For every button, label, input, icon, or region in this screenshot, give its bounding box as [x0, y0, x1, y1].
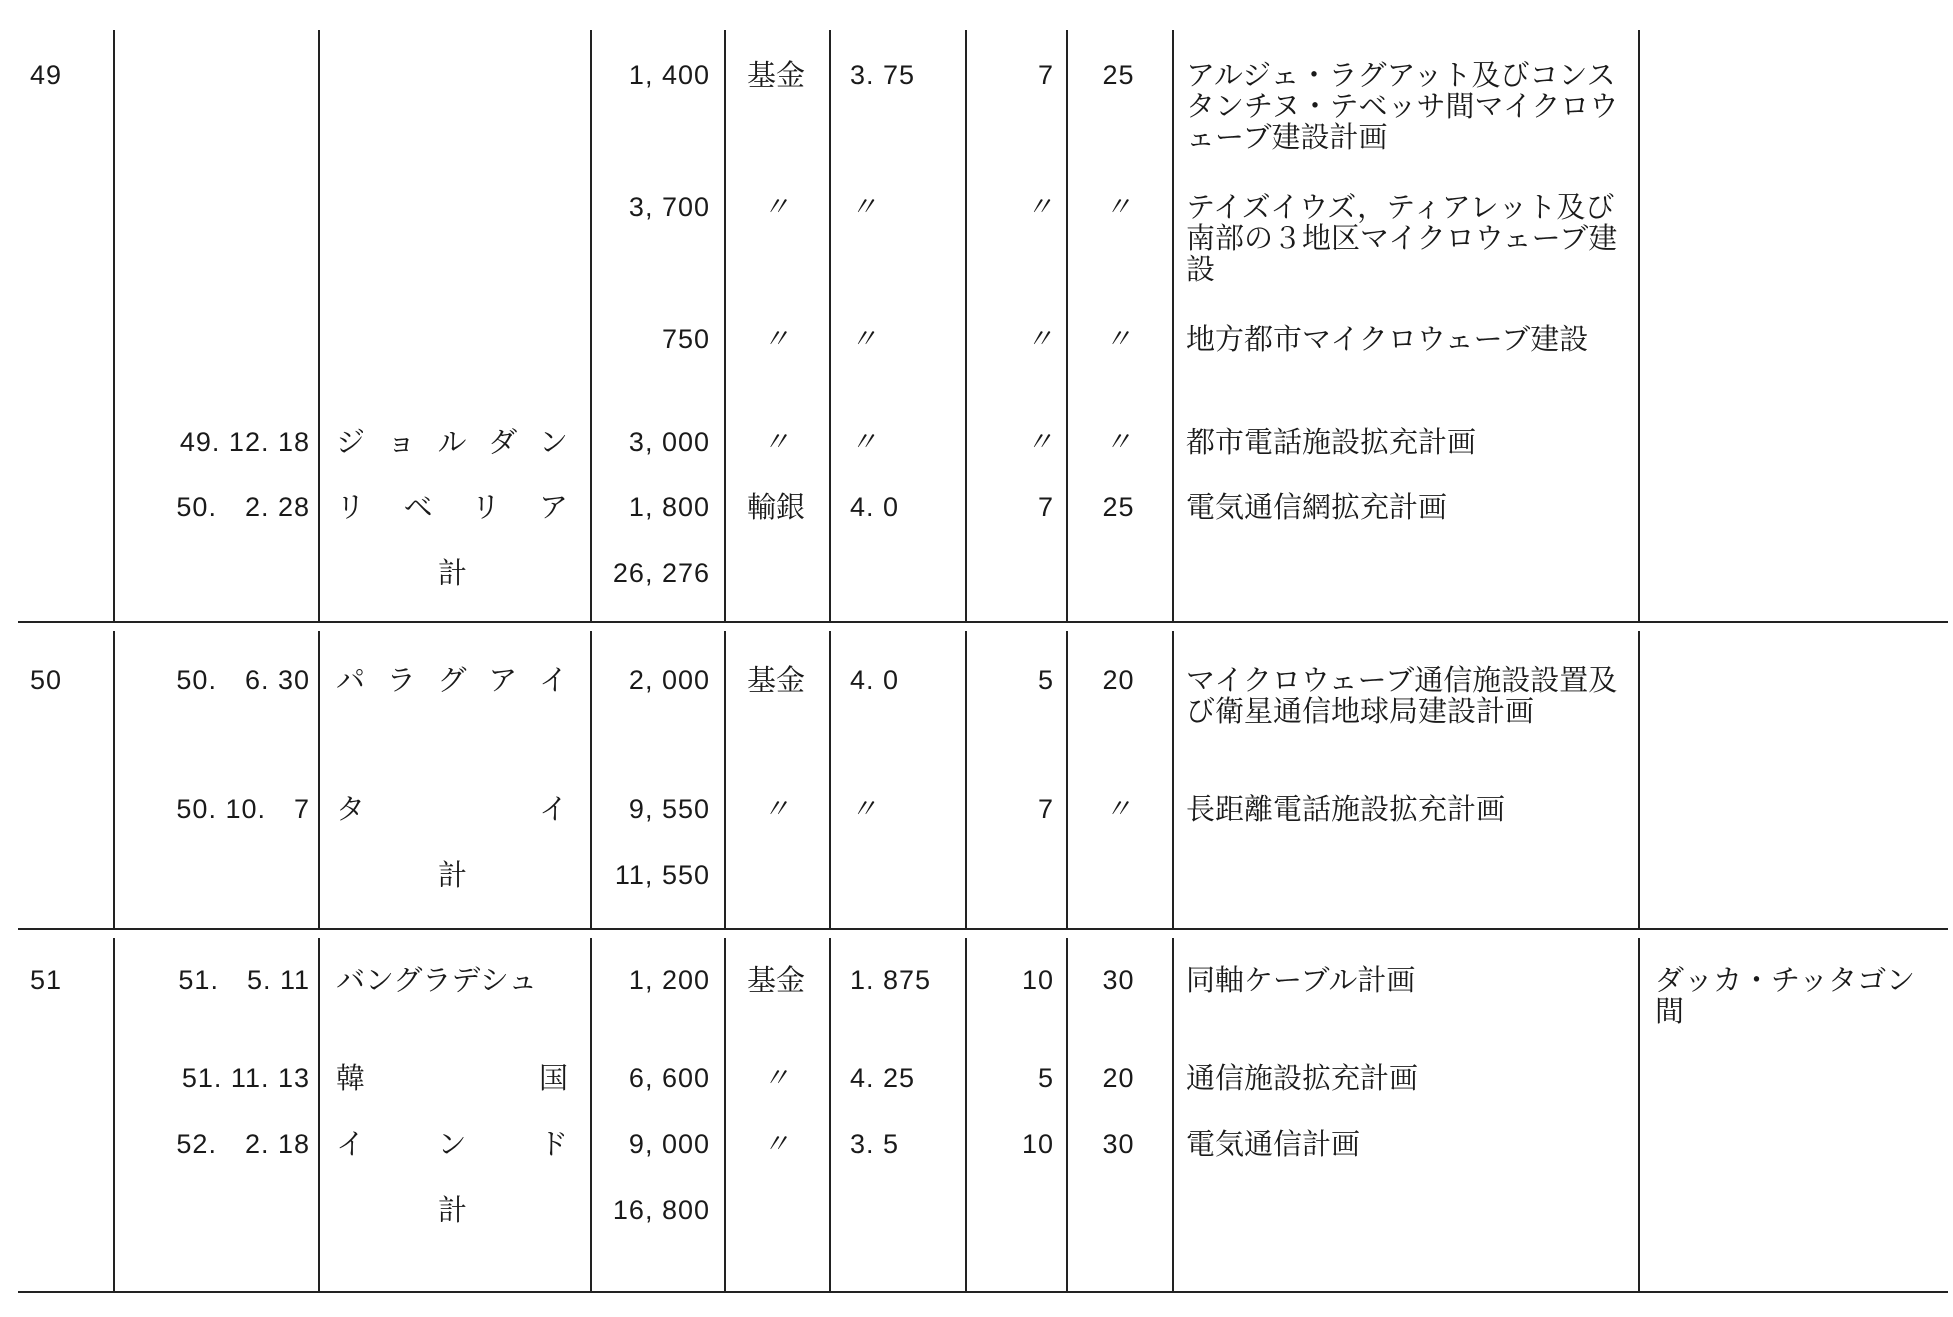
interest-rate: 1. 875 [850, 965, 932, 995]
remarks: ダッカ・チッタゴン間 [1655, 963, 1916, 1028]
interest-rate: 4. 25 [850, 1063, 916, 1093]
column-rule [113, 30, 115, 621]
repayment-period: 〃 [1104, 324, 1133, 355]
column-rule [1638, 938, 1640, 1291]
country-char: 韓 [336, 1061, 366, 1095]
column-rule [1172, 938, 1174, 1291]
loan-amount: 9, 550 [628, 794, 710, 824]
repayment-period: 20 [1102, 665, 1135, 695]
project-purpose: 通信施設拡充計画 [1186, 1061, 1419, 1095]
funding-source: 〃 [762, 794, 790, 825]
interest-rate: 〃 [850, 427, 878, 458]
project-purpose: アルジェ・ラグアット及びコンスタンチヌ・テベッサ間マイクロウェーブ建設計画 [1186, 58, 1619, 154]
fiscal-year: 50 [30, 665, 63, 695]
country-char: ア [538, 490, 568, 524]
column-rule [318, 631, 320, 928]
repayment-period: 30 [1102, 1129, 1135, 1159]
subtotal-label: 計 [438, 858, 468, 892]
contract-date: 50. 6. 30 [176, 665, 310, 695]
recipient-country [336, 965, 568, 996]
repayment-period: 〃 [1104, 794, 1133, 825]
country-char: グ [437, 663, 467, 697]
column-rule [965, 30, 967, 621]
funding-source: 〃 [762, 1129, 790, 1160]
column-rule [965, 938, 967, 1291]
loan-amount: 750 [661, 324, 710, 354]
loan-amount: 1, 800 [628, 492, 710, 522]
grace-period: 〃 [1026, 427, 1054, 458]
country-char: 国 [538, 1061, 568, 1095]
contract-date: 49. 12. 18 [179, 427, 310, 457]
project-purpose: テイズイウズ，ティアレット及び南部の３地区マイクロウェーブ建設 [1186, 190, 1618, 286]
column-rule [113, 938, 115, 1291]
recipient-country [336, 1129, 568, 1160]
repayment-period: 30 [1102, 965, 1135, 995]
funding-source: 基金 [746, 963, 805, 997]
column-rule [829, 938, 831, 1291]
repayment-period: 25 [1102, 492, 1135, 522]
subtotal-amount: 16, 800 [612, 1195, 710, 1225]
country-char: リ [336, 490, 366, 524]
subtotal-amount: 26, 276 [612, 558, 710, 588]
fiscal-year: 49 [30, 60, 63, 90]
funding-source: 基金 [746, 663, 805, 697]
subtotal-label: 計 [438, 1193, 468, 1227]
grace-period: 5 [1037, 665, 1054, 695]
column-rule [1172, 30, 1174, 621]
recipient-country [336, 794, 568, 825]
grace-period: 〃 [1026, 324, 1054, 355]
interest-rate: 3. 75 [850, 60, 916, 90]
funding-source: 〃 [762, 427, 790, 458]
grace-period: 5 [1037, 1063, 1054, 1093]
subtotal-amount: 11, 550 [614, 860, 710, 890]
project-purpose: 電気通信網拡充計画 [1186, 490, 1448, 524]
country-char: ダ [488, 425, 518, 459]
project-purpose: 都市電話施設拡充計画 [1186, 425, 1477, 459]
contract-date: 51. 5. 11 [178, 965, 310, 995]
project-purpose: 同軸ケーブル計画 [1186, 963, 1416, 997]
loan-amount: 2, 000 [628, 665, 710, 695]
country-char: ル [437, 425, 467, 459]
project-purpose: 地方都市マイクロウェーブ建設 [1186, 322, 1589, 356]
project-purpose: 電気通信計画 [1186, 1127, 1361, 1161]
table-bottom-rule [18, 1291, 1948, 1293]
country-char: パ [336, 663, 366, 697]
project-purpose: 長距離電話施設拡充計画 [1186, 792, 1506, 826]
column-rule [1638, 631, 1640, 928]
column-rule [113, 631, 115, 928]
group-separator [18, 928, 1948, 930]
subtotal-label: 計 [438, 556, 468, 590]
repayment-period: 25 [1102, 60, 1135, 90]
country-char: リ [471, 490, 501, 524]
column-rule [965, 631, 967, 928]
column-rule [829, 631, 831, 928]
interest-rate: 4. 0 [850, 665, 900, 695]
funding-source: 基金 [746, 58, 805, 92]
funding-source: 〃 [762, 324, 790, 355]
country-char: ラ [386, 663, 416, 697]
repayment-period: 〃 [1104, 427, 1133, 458]
contract-date: 50. 2. 28 [176, 492, 310, 522]
interest-rate: 〃 [850, 794, 878, 825]
recipient-country [336, 665, 568, 696]
contract-date: 52. 2. 18 [176, 1129, 310, 1159]
repayment-period: 20 [1102, 1063, 1135, 1093]
interest-rate: 〃 [850, 192, 878, 223]
repayment-period: 〃 [1104, 192, 1133, 223]
funding-source: 〃 [762, 1063, 790, 1094]
group-separator [18, 621, 1948, 623]
grace-period: 10 [1021, 965, 1054, 995]
column-rule [318, 938, 320, 1291]
contract-date: 51. 11. 13 [181, 1063, 310, 1093]
country-char: ン [538, 425, 568, 459]
loan-amount: 9, 000 [628, 1129, 710, 1159]
country-char: イ [538, 792, 568, 826]
fiscal-year: 51 [30, 965, 63, 995]
country-char: ン [437, 1127, 467, 1161]
country-char: イ [538, 663, 568, 697]
column-rule [1638, 30, 1640, 621]
interest-rate: 〃 [850, 324, 878, 355]
funding-source: 輸銀 [746, 490, 805, 524]
funding-source: 〃 [762, 192, 790, 223]
country-char: ベ [403, 490, 433, 524]
loan-amount: 1, 400 [628, 60, 710, 90]
column-rule [318, 30, 320, 621]
country-char: ョ [386, 425, 416, 459]
grace-period: 7 [1037, 60, 1054, 90]
grace-period: 10 [1021, 1129, 1054, 1159]
grace-period: 〃 [1026, 192, 1054, 223]
country-char: ア [488, 663, 518, 697]
interest-rate: 4. 0 [850, 492, 900, 522]
column-rule [1172, 631, 1174, 928]
loan-amount: 1, 200 [628, 965, 710, 995]
country-char: ド [538, 1127, 568, 1161]
recipient-country [336, 492, 568, 523]
contract-date: 50. 10. 7 [176, 794, 310, 824]
country-char: イ [336, 1127, 366, 1161]
loan-amount: 3, 700 [628, 192, 710, 222]
project-purpose: マイクロウェーブ通信施設設置及び衛星通信地球局建設計画 [1186, 663, 1618, 728]
recipient-country [336, 1063, 568, 1094]
recipient-country [336, 427, 568, 458]
loan-amount: 6, 600 [628, 1063, 710, 1093]
column-rule [829, 30, 831, 621]
loan-amount: 3, 000 [628, 427, 710, 457]
grace-period: 7 [1037, 492, 1054, 522]
country-char: バングラデシュ [336, 963, 538, 997]
country-char: ジ [336, 425, 366, 459]
interest-rate: 3. 5 [850, 1129, 900, 1159]
country-char: タ [336, 792, 366, 826]
grace-period: 7 [1037, 794, 1054, 824]
